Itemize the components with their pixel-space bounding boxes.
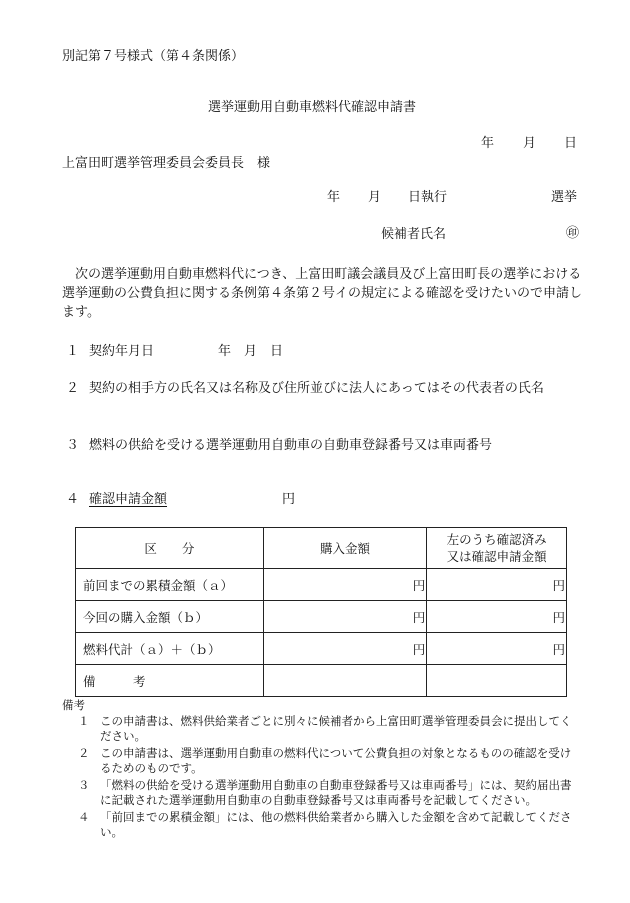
purchase-amount-cell[interactable]: 円 xyxy=(263,633,427,665)
note-item xyxy=(62,778,582,808)
purchase-amount-cell[interactable]: 円 xyxy=(263,569,427,601)
note-text: 「燃料の供給を受ける選挙運動用自動車の自動車登録番号又は車両番号」には、契約届出書に記載された選挙運動用自動車の自動車登録番号又は車両番号を記載してください。 xyxy=(100,778,572,807)
confirmed-amount-cell[interactable]: 円 xyxy=(427,601,567,633)
note-text: 「前回までの累積金額」には、他の燃料供給業者から購入した金額を含めて記載してください。 xyxy=(100,810,572,839)
item-1-number: １ xyxy=(66,344,80,359)
table-row xyxy=(76,601,567,633)
header-purchase: 購入金額 xyxy=(263,528,427,569)
election-name: 選挙 xyxy=(551,190,578,205)
row-label: 燃料代計（ａ）＋（ｂ） xyxy=(76,633,264,665)
table-row xyxy=(76,569,567,601)
amount-table xyxy=(75,527,567,697)
notes-heading: 備考 xyxy=(62,698,85,712)
row-label: 備 考 xyxy=(76,665,264,697)
table-row xyxy=(76,665,567,697)
item-4-unit: 円 xyxy=(281,492,295,507)
document-title: 選挙運動用自動車燃料代確認申請書 xyxy=(208,100,417,115)
item-1-date: 年 月 日 xyxy=(218,344,284,359)
item-3-label: 燃料の供給を受ける選挙運動用自動車の自動車登録番号又は車両番号 xyxy=(89,438,493,453)
remarks-cell[interactable] xyxy=(263,665,427,697)
note-item xyxy=(62,810,582,840)
addressee: 上富田町選挙管理委員会委員長 様 xyxy=(62,156,271,171)
item-3-number: ３ xyxy=(66,438,80,453)
confirmed-amount-cell[interactable]: 円 xyxy=(427,569,567,601)
note-number: １ xyxy=(78,714,90,728)
item-2-label: 契約の相手方の氏名又は名称及び住所並びに法人にあってはその代表者の氏名 xyxy=(89,381,544,396)
note-number: ３ xyxy=(78,778,90,792)
item-4-label: 確認申請金額 xyxy=(89,492,168,507)
note-item xyxy=(62,746,582,776)
date-year: 年 xyxy=(481,136,495,151)
header-confirmed-line2: 又は確認申請金額 xyxy=(446,549,547,564)
item-1-label: 契約年月日 xyxy=(89,344,155,359)
remarks-cell[interactable] xyxy=(427,665,567,697)
form-label: 別記第７号様式（第４条関係） xyxy=(62,49,245,64)
row-label: 今回の購入金額（ｂ） xyxy=(76,601,264,633)
notes-section xyxy=(62,698,582,840)
purchase-amount-cell[interactable]: 円 xyxy=(263,601,427,633)
header-confirmed-line1: 左のうち確認済み xyxy=(446,532,547,547)
header-category: 区 分 xyxy=(76,528,264,569)
note-number: ４ xyxy=(78,810,90,824)
header-confirmed xyxy=(427,528,567,569)
election-month: 月 xyxy=(368,190,382,205)
table-row xyxy=(76,633,567,665)
election-year: 年 xyxy=(327,190,341,205)
item-2-number: ２ xyxy=(66,381,80,396)
note-text: この申請書は、選挙運動用自動車の燃料代について公費負担の対象となるものの確認を受けるためのものです。 xyxy=(100,746,572,775)
row-label: 前回までの累積金額（ａ） xyxy=(76,569,264,601)
table-header-row xyxy=(76,528,567,569)
date-month: 月 xyxy=(523,136,537,151)
confirmed-amount-cell[interactable]: 円 xyxy=(427,633,567,665)
election-day-exec: 日執行 xyxy=(408,190,448,205)
note-item xyxy=(62,714,582,744)
note-number: ２ xyxy=(78,746,90,760)
item-4-number: ４ xyxy=(66,492,80,507)
seal-mark: ㊞ xyxy=(566,226,580,241)
note-text: この申請書は、燃料供給業者ごとに別々に候補者から上富田町選挙管理委員会に提出してください。 xyxy=(100,714,572,743)
intro-paragraph: 次の選挙運動用自動車燃料代につき、上富田町議会議員及び上富田町長の選挙における選挙運動の公費負担に関する条例第４条第２号イの規定による確認を受けたいので申請します。 xyxy=(62,267,583,320)
date-day: 日 xyxy=(564,136,578,151)
candidate-label: 候補者氏名 xyxy=(381,227,447,242)
item-4-amount-line xyxy=(89,493,295,506)
